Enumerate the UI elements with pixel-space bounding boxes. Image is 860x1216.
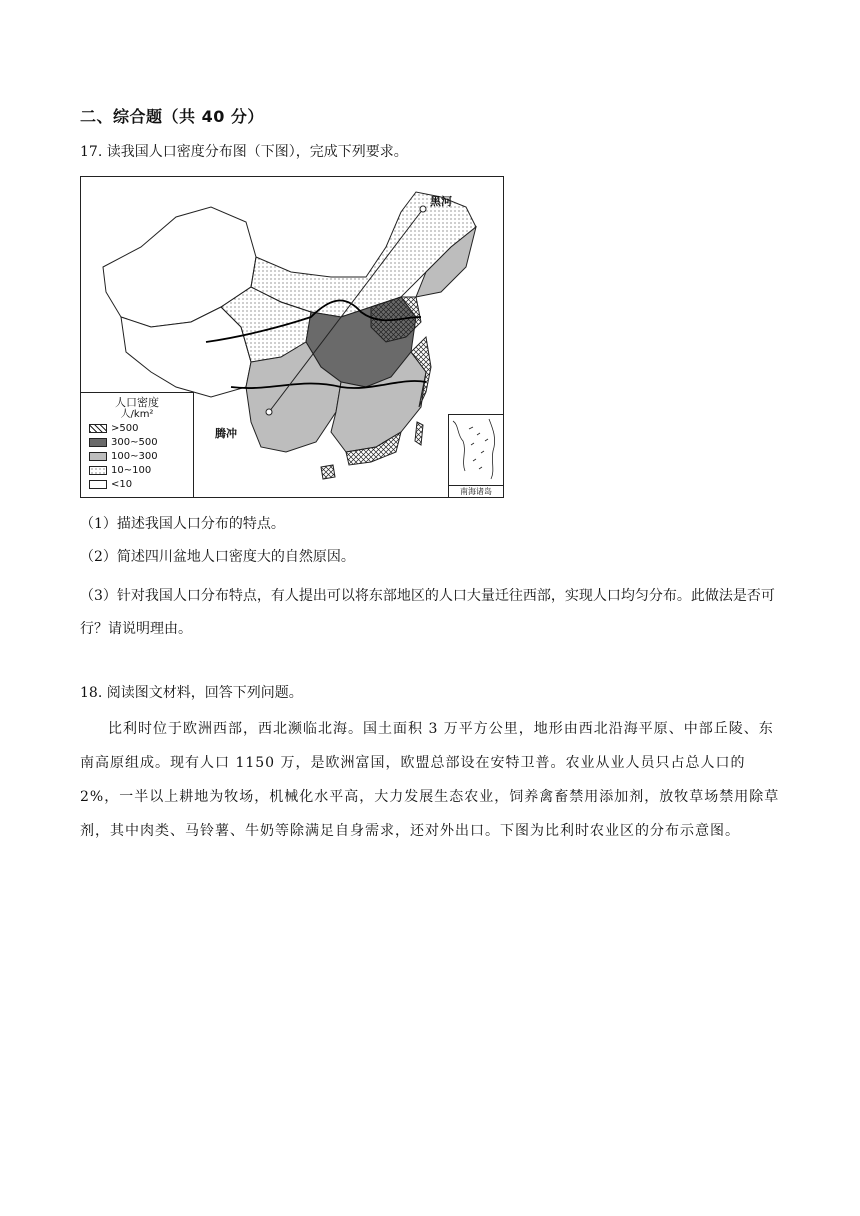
region-north-dotted	[251, 192, 476, 317]
legend-label: <10	[111, 478, 133, 490]
question-18-prompt: 18. 阅读图文材料，回答下列问题。	[80, 685, 303, 701]
legend-title: 人口密度	[115, 396, 159, 409]
question-17-prompt: 17. 读我国人口密度分布图（下图），完成下列要求。	[80, 144, 408, 160]
question-18-material: 比利时位于欧洲西部，西北濒临北海。国土面积 3 万平方公里，地形由西北沿海平原、中部丘陵、东南高原组成。现有人口 1150 万，是欧洲富国，欧盟总部设在安特卫普。农业从业人员只占总人口的 2%，一半以上耕地为牧场，机械化水平高，大力发展生态农业，饲养禽畜禁用添加剂，放牧草场禁用除草剂，其中肉类、马铃薯、牛奶等除满足自身需求，还对外出口。下图为比利时农业区的分布示意图。	[80, 721, 780, 839]
crosshatch-swatch	[89, 424, 107, 433]
light-gray-swatch	[89, 452, 107, 461]
south-china-sea-inset	[448, 414, 503, 497]
inset-label: 南海诸岛	[449, 485, 503, 497]
sub-question-3: （3）针对我国人口分布特点，有人提出可以将东部地区的人口大量迁往西部，实现人口均匀分布。此做法是否可行？请说明理由。	[80, 588, 775, 637]
map-legend	[81, 392, 194, 497]
sub-question-2: （2）简述四川盆地人口密度大的自然原因。	[80, 549, 355, 565]
legend-label: 100~300	[111, 450, 158, 462]
sub-question-1: （1）描述我国人口分布的特点。	[80, 516, 285, 532]
population-density-map	[80, 176, 504, 498]
dark-gray-swatch	[89, 438, 107, 447]
legend-item	[81, 449, 193, 463]
legend-label: >500	[111, 422, 139, 434]
legend-item	[81, 477, 193, 491]
dotted-swatch	[89, 466, 107, 475]
legend-item	[81, 435, 193, 449]
white-swatch	[89, 480, 107, 489]
region-hainan	[321, 465, 335, 479]
legend-item	[81, 421, 193, 435]
label-heihe: 黑河	[430, 195, 452, 208]
legend-unit: 人/km²	[120, 409, 154, 420]
inset-graphic	[449, 415, 503, 485]
label-tengchong: 腾冲	[215, 427, 237, 440]
legend-label: 300~500	[111, 436, 158, 448]
legend-item	[81, 463, 193, 477]
legend-label: 10~100	[111, 464, 152, 476]
section-title: 二、综合题（共 40 分）	[80, 107, 264, 126]
region-taiwan	[415, 422, 423, 445]
